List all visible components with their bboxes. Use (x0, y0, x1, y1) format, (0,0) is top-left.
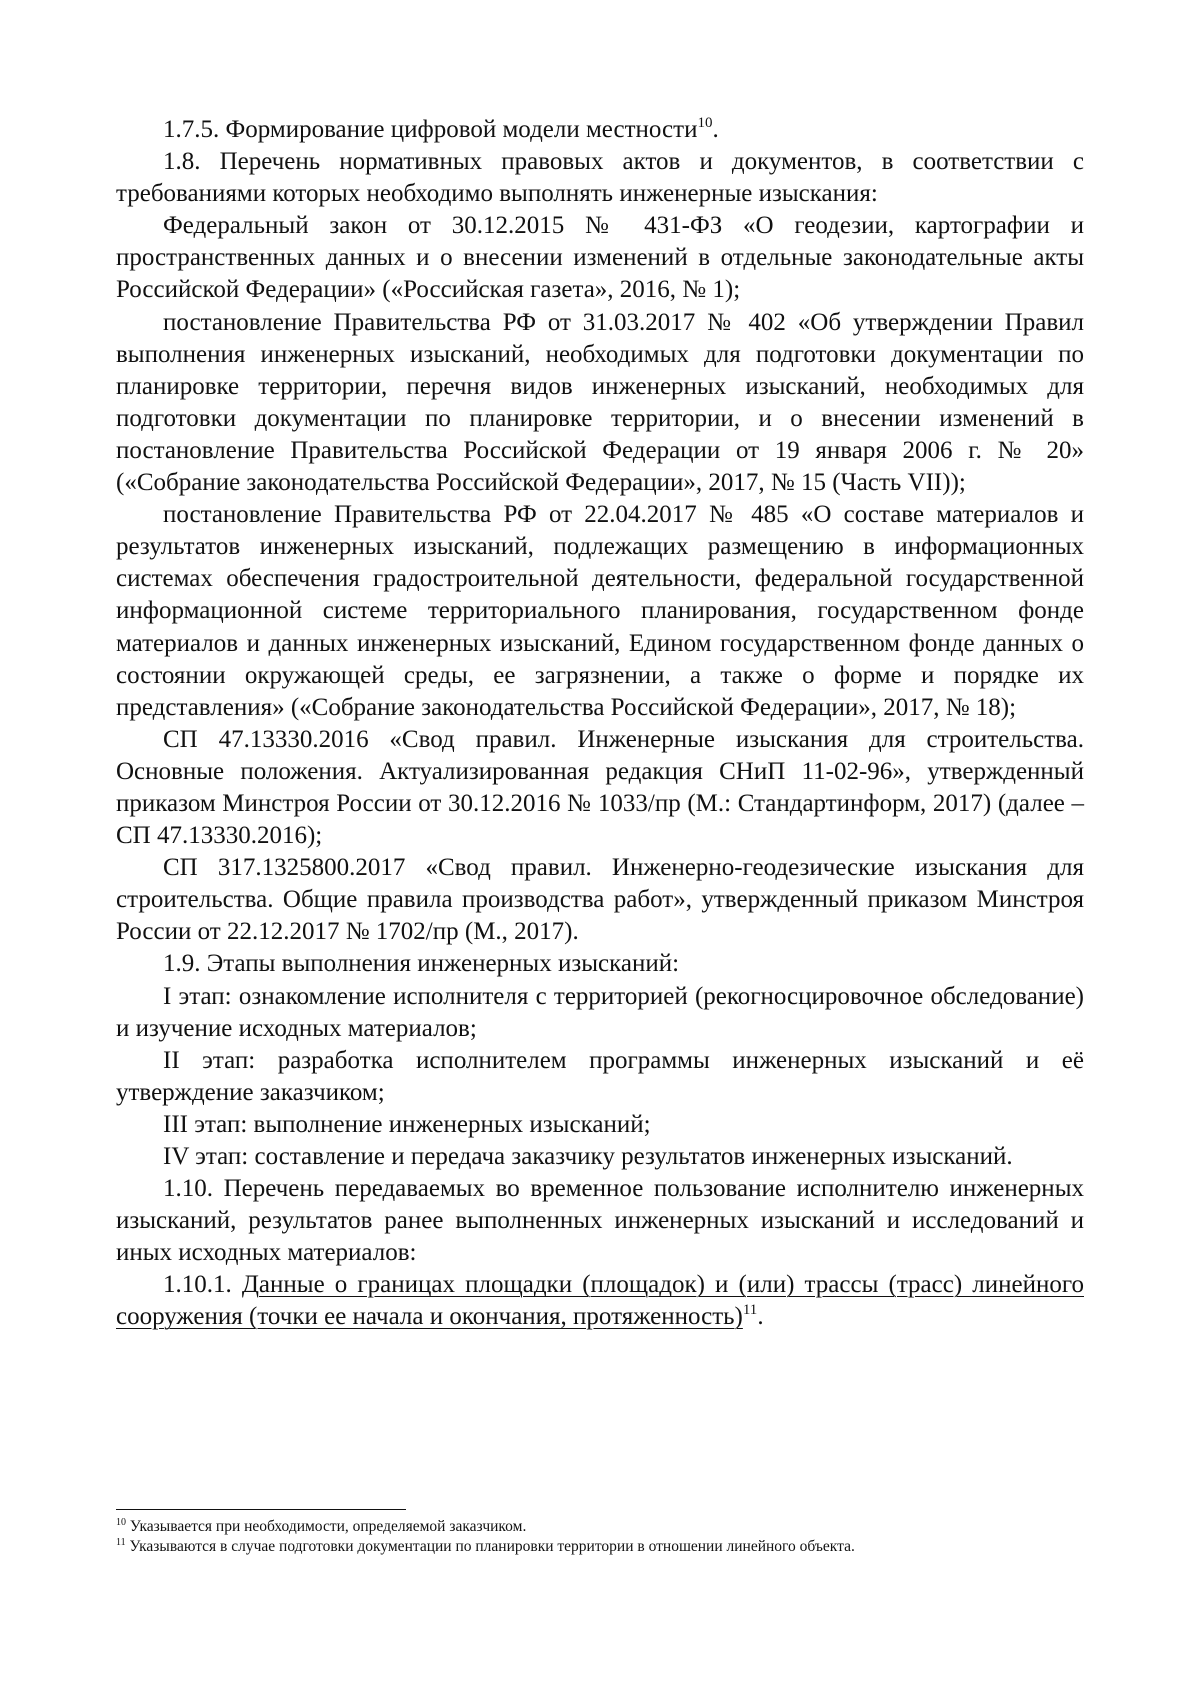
paragraph-stage-2: II этап: разработка исполнителем программы инженерных изысканий и её утверждение заказчиком; (116, 1046, 1084, 1106)
paragraph-stage-3: III этап: выполнение инженерных изысканий; (163, 1110, 651, 1138)
footnote-11: $^{11}$ Указываются в случае подготовки документации по планировки территории в отношении линейного объекта. (116, 1537, 855, 1555)
paragraph-stage-1: I этап: ознакомление исполнителя с территорией (рекогносцировочное обследование) и изучение исходных материалов; (116, 982, 1084, 1042)
paragraph-sp-317: СП 317.1325800.2017 «Свод правил. Инженерно-геодезические изыскания для строительства. Общие правила производства работ», утвержденный приказом Минстроя России от 22.12.2017 № 1702/пр (М., 2017). (116, 854, 1084, 946)
paragraph-resolution-485: постановление Правительства РФ от 22.04.2017 № 485 «О составе материалов и результатов инженерных изысканий, подлежащих размещению в информационных системах обеспечения градостроительной деятельности, федеральной государственной информационной системе территориального планирования, государственном фонде материалов и данных инженерных изысканий, Едином государственном фонде данных о состоянии окружающей среды, ее загрязнении, а также о форме и порядке их представления» («Собрание законодательства Российской Федерации», 2017, № 18); (116, 501, 1084, 721)
underlined-site-boundaries: Данные о границах площадки (площадок) и (или) трассы (трасс) линейного сооружения (точки ее начала и окончания, протяженность) (116, 1271, 1084, 1331)
paragraph-stage-4: IV этап: составление и передача заказчику результатов инженерных изысканий. (163, 1143, 1013, 1170)
paragraph-1-9: 1.9. Этапы выполнения инженерных изысканий: (163, 950, 680, 978)
paragraph-1-7-5: 1.7.5. Формирование цифровой модели местности$^{10}$. (163, 115, 719, 143)
paragraph-sp-47: СП 47.13330.2016 «Свод правил. Инженерные изыскания для строительства. Основные положения. Актуализированная редакция СНиП 11-02-96», утвержденный приказом Минстроя России от 30.12.2016 № 1033/пр (М.: Стандартинформ, 2017) (далее – СП 47.13330.2016); (116, 725, 1084, 850)
document-body (116, 114, 1084, 1334)
footnote-ref-10[interactable]: 10 (697, 115, 713, 131)
paragraph-1-10: 1.10. Перечень передаваемых во временное пользование исполнителю инженерных изысканий, результатов ранее выполненных инженерных изысканий и исследований и иных исходных материалов: (116, 1175, 1084, 1267)
footnote-10: $^{10}$ Указывается при необходимости, определяемой заказчиком. (116, 1517, 527, 1535)
footnote-separator (116, 1509, 406, 1510)
footnote-ref-11[interactable]: 11 (742, 1302, 758, 1319)
footnotes (116, 1517, 1084, 1557)
paragraph-resolution-402: постановление Правительства РФ от 31.03.2017 № 402 «Об утверждении Правил выполнения инженерных изысканий, необходимых для подготовки документации по планировке территории, перечня видов инженерных изысканий, необходимых для подготовки документации по планировке территории, и о внесении изменений в постановление Правительства Российской Федерации от 19 января 2006 г. № 20» («Собрание законодательства Российской Федерации», 2017, № 15 (Часть VII)); (116, 308, 1084, 497)
paragraph-1-8: 1.8. Перечень нормативных правовых актов и документов, в соответствии с требованиями которых необходимо выполнять инженерные изыскания: (116, 148, 1084, 208)
paragraph-1-10-1: 1.10.1. Данные о границах площадки (площадок) и (или) трассы (трасс) линейного сооружения (точки ее начала и окончания, протяженность)$^{11}$. (116, 1271, 1084, 1331)
paragraph-federal-law: Федеральный закон от 30.12.2015 № 431-ФЗ «О геодезии, картографии и пространственных данных и о внесении изменений в отдельные законодательные акты Российской Федерации» («Российская газета», 2016, № 1); (116, 212, 1084, 304)
